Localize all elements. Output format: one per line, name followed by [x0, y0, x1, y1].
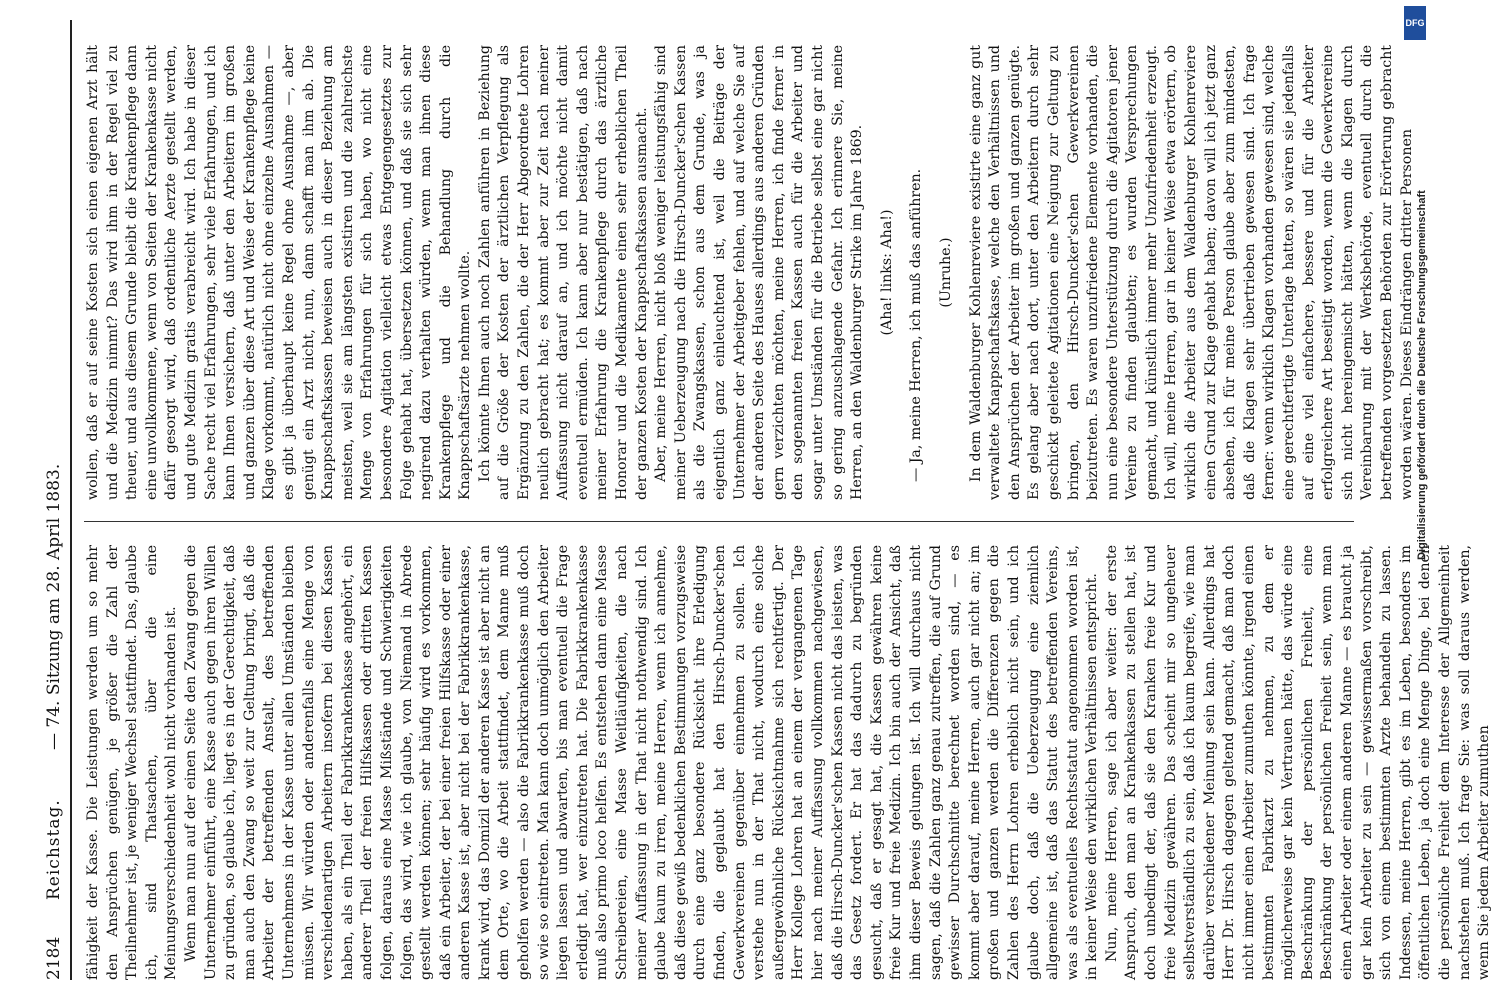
paragraph: Ich könnte Ihnen auch noch Zahlen anführen in Beziehung auf die Größe der Kosten der ärztlichen Verpflegung als Ergänzung zu den Zahlen, die der Herr Abgeordnete Lohren neulich gebracht hat; es kommt aber zur Zeit nach meiner Auffassung nicht darauf an, und ich möchte nicht damit eventuell ermüden. Ich kann aber nur bestätigen, daß nach meiner Erfahrung die Krankenpflege durch das ärztliche Honorar und die Medikamente einen sehr erheblichen Theil der ganzen Kosten der Knappschaftskassen ausmacht.: [476, 45, 650, 500]
speaker-remark: — Ja, meine Herren, ich muß das anführen.: [908, 168, 925, 482]
right-column: [84, 45, 1417, 500]
page-number: 2184: [44, 936, 64, 980]
interjection: (Aha! links: Aha!): [878, 209, 895, 336]
session-title: — 74. Sitzung am 28. April 1883.: [44, 463, 64, 750]
column-divider: [84, 521, 1354, 522]
dfg-logo: DFG: [1404, 6, 1426, 40]
journal-title: Reichstag.: [44, 799, 64, 900]
paragraph: Aber, meine Herren, nicht bloß weniger leistungsfähig sind meiner Ueberzeugung nach die Hirsch-Duncker'schen Kassen als die Zwangskassen, schon aus dem Grunde, was ja eigentlich ganz einleuchtend ist, weil die Beiträge der Unternehmer der Arbeitgeber fehlen, und auf welche Sie auf der anderen Seite des Hauses allerdings aus anderen Gründen gern verzichten möchten, meine Herren, ich finde ferner in den sogenannten freien Kassen auch für die Arbeiter und sogar unter Umständen für die Betriebe selbst eine gar nicht so gering anzuschlagende Gefahr. Ich erinnere Sie, meine Herren, an den Waldenburger Strike im Jahre 1869.: [653, 45, 866, 500]
paragraph: Wenn man nun auf der einen Seite den Zwang gegen die Unternehmer einführt, eine Kasse auch gegen ihren Willen zu gründen, so glaube ich, liegt es in der Gerechtigkeit, daß man auch den Zwang so weit zur Geltung bringt, daß die Arbeiter der betreffenden Anstalt, des betreffenden Unternehmens in der Kasse unter allen Umständen bleiben müssen. Wir würden oder anderenfalls eine Menge von verschiedenartigen Arbeitern insofern bei diesen Kassen haben, als ein Theil der Fabrikkrankenkasse angehört, ein anderer Theil der freien Hilfskassen oder dritten Kassen folgen, daraus eine Masse Mißstände und Schwierigkeiten folgen, das wird, wie ich glaube, von Niemand in Abrede gestellt werden können; sehr häufig wird es vorkommen, daß ein Arbeiter, der bei einer freien Hilfskasse oder einer anderen Kasse ist, aber nicht bei der Fabrikkrankenkasse, krank wird, das Domizil der anderen Kasse ist aber nicht an dem Orte, wo die Arbeit stattfindet, dem Manne muß geholfen werden — also die Fabrikkrankenkasse muß doch so wie so eintreten. Man kann doch unmöglich den Arbeiter liegen lassen und abwarten, bis man eventuell die Frage erledigt hat, wer einzutreten hat. Die Fabrikkrankenkasse muß also primo loco helfen. Es entstehen dann eine Masse Schreibereien, eine Masse Weitläufigkeiten, die nach meiner Auffassung in der That nicht nothwendig sind. Ich glaube kaum zu irren, meine Herren, wenn ich annehme, daß diese gewiß bedenklichen Bestimmungen vorzugsweise durch eine ganz besondere Rücksicht ihre Erledigung finden, die geglaubt hat den Hirsch-Duncker'schen Gewerkvereinen gegenüber einnehmen zu sollen. Ich verstehe nun in der That nicht, wodurch eine solche außergewöhnliche Rücksichtnahme sich rechtfertigt. Der Herr Kollege Lohren hat an einem der vergangenen Tage hier nach meiner Auffassung vollkommen nachgewiesen, daß die Hirsch-Duncker'schen Kassen nicht das leisten, was das Gesetz fordert. Er hat das dadurch zu begründen gesucht, daß er gesagt hat, die Kassen gewähren keine freie Kur und freie Medizin. Ich bin auch der Ansicht, daß ihm dieser Beweis gelungen ist. Ich will durchaus nicht sagen, daß die Zahlen ganz genau zutreffen, die auf Grund gewisser Durchschnitte berechnet worden sind, — es kommt aber darauf, meine Herren, auch gar nicht an; im großen und ganzen werden die Differenzen gegen die Zahlen des Herrn Lohren erheblich nicht sein, und ich glaube doch, daß die Ueberzeugung eine ziemlich allgemeine ist, daß das Statut des betreffenden Vereins, was als eventuelles Rechtsstatut angenommen worden ist, in keiner Weise den wirklichen Verhältnissen entspricht.: [182, 545, 1101, 980]
paragraph: In dem Waldenburger Kohlenreviere existirte eine ganz gut verwaltete Knappschaftskasse, welche den Verhältnissen und den Ansprüchen der Arbeiter im großen und ganzen genügte. Es gelang aber nach dort, unter den Arbeitern durch sehr geschickt geleitete Agitationen eine Neigung zur Geltung zu bringen, den Hirsch-Duncker'schen Gewerkvereinen beizutreten. Es waren unzufriedene Elemente vorhanden, die nun eine besondere Unterstützung durch die Agitatoren jener Vereine zu finden glaubten; es wurden Versprechungen gemacht, und künstlich immer mehr Unzufriedenheit erzeugt. Ich will, meine Herren, gar in keiner Weise etwa erörtern, ob wirklich die Arbeiter aus dem Waldenburger Kohlenreviere einen Grund zur Klage gehabt haben; davon will ich jetzt ganz absehen, ich für meine Person glaube aber zum mindesten, daß die Klagen sehr übertrieben gewesen sind. Ich frage ferner: wenn wirklich Klagen vorhanden gewesen sind, welche eine gerechtfertigte Unterlage hatten, so wären sie jedenfalls auf eine viel einfachere, bessere und für die Arbeiter erfolgreichere Art beseitigt worden, wenn die Gewerkvereine sich nicht hereingemischt hätten, wenn die Klagen durch Vereinbarung mit der Werksbehörde, eventuell durch die betreffenden vorgesetzten Behörden zur Erörterung gebracht worden wären. Dieses Eindrängen dritter Personen: [967, 45, 1415, 500]
left-column: [84, 545, 1493, 980]
paragraph: Nun, meine Herren, sage ich aber weiter: der erste Anspruch, den man an Krankenkassen zu stellen hat, ist doch unbedingt der, daß sie den Kranken freie Kur und freie Medizin gewähren. Das scheint mir so ungeheuer selbstverständlich zu sein, daß ich kaum begreife, wie man darüber verschiedener Meinung sein kann. Allerdings hat Herr Dr. Hirsch dagegen geltend gemacht, daß man doch nicht immer einen Arbeiter zumuthen könnte, irgend einen bestimmten Fabrikarzt zu nehmen, zu dem er möglicherweise gar kein Vertrauen hätte, das würde eine Beschränkung der persönlichen Freiheit, eine Beschränkung der persönlichen Freiheit sein, wenn man einen Arbeiter oder einem anderen Manne — es braucht ja gar kein Arbeiter zu sein — gewissermaßen vorschreibt, sich von einem bestimmten Arzte behandeln zu lassen. Indessen, meine Herren, gibt es im Leben, besonders im öffentlichen Leben, ja doch eine Menge Dinge, bei denen die persönliche Freiheit dem Interesse der Allgemeinheit nachstehen muß. Ich frage Sie: was soll daraus werden, wenn Sie jedem Arbeiter zumuthen: [1103, 545, 1493, 980]
digitization-credit: [1398, 0, 1432, 1000]
digitization-note: Digitalisierung gefördert durch die Deutsche Forschungsgemeinschaft: [1416, 190, 1428, 560]
interjection: (Unruhe.): [937, 237, 954, 308]
paragraph: fähigkeit der Kasse. Die Leistungen werden um so mehr den Ansprüchen genügen, je größer die Zahl der Theilnehmer ist, je weniger Wechsel stattfindet. Das, glaube ich, sind Thatsachen, über die eine Meinungsverschiedenheit wohl nicht vorhanden ist.: [85, 545, 180, 980]
page-header: [40, 20, 72, 980]
paragraph: wollen, daß er auf seine Kosten sich einen eigenen Arzt hält und die Medizin nimmt? Das wird ihm in der Regel viel zu theuer, und aus diesem Grunde bleibt die Krankenpflege dann eine unvollkommene, wenn von Seiten der Krankenkasse nicht dafür gesorgt wird, daß ordentliche Aerzte gestellt werden, und gute Medizin gratis verabreicht wird. Ich habe in dieser Sache recht viel Erfahrungen, sehr viele Erfahrungen, und ich kann Ihnen versichern, daß unter den Arbeitern im großen und ganzen über diese Art und Weise der Krankenpflege keine Klage vorkommt, natürlich nicht ohne einzelne Ausnahmen — es gibt ja überhaupt keine Regel ohne Ausnahme —, aber genügt ein Arzt nicht, nun, dann schafft man ihm ab. Die Knappschaftskassen beweisen auch in dieser Beziehung am meisten, weil sie am längsten existiren und die zahlreichste Menge von Erfahrungen für sich haben, wo nicht eine besondere Agitation vielleicht etwas Entgegengesetztes zur Folge gehabt hat, übersetzen können, und daß sie sich sehr negirend dazu verhalten würden, wenn man ihnen diese Krankenpflege und die Behandlung durch die Knappschaftsärzte nehmen wollte.: [85, 45, 474, 500]
